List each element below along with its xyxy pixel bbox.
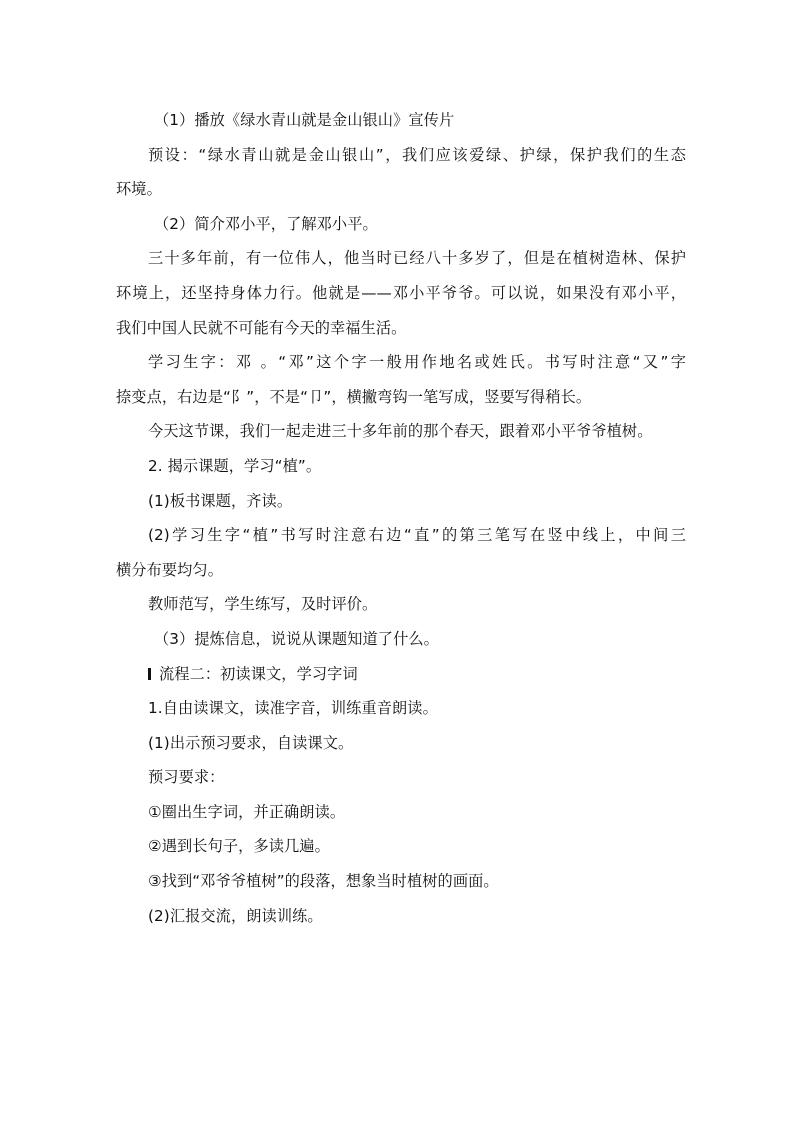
paragraph-line: ①圈出生字词，并正确朗读。 <box>148 802 346 821</box>
paragraph-line: 横分布要均匀。 <box>116 560 224 579</box>
paragraph-line: ③找到“邓爷爷植树”的段落，想象当时植树的画面。 <box>148 872 499 891</box>
paragraph-line: ②遇到长句子，多读几遍。 <box>148 837 330 856</box>
paragraph-line: (2)汇报交流，朗读训练。 <box>148 906 323 925</box>
paragraph-line: 1.自由读课文，读准字音，训练重音朗读。 <box>148 699 438 718</box>
paragraph-line: （3）提炼信息，说说从课题知道了什么。 <box>154 629 439 648</box>
heading-marker-icon <box>148 668 151 680</box>
paragraph-line: 2. 揭示课题，学习“植”。 <box>148 456 322 475</box>
paragraph-line: (1)出示预习要求，自读课文。 <box>148 733 354 752</box>
paragraph-line: 教师范写，学生练写，及时评价。 <box>148 595 378 614</box>
paragraph-line: 环境。 <box>116 180 162 199</box>
section-heading-text: 流程二：初读课文，学习字词 <box>159 664 358 683</box>
paragraph-line: 三十多年前，有一位伟人，他当时已经八十多岁了，但是在植树造林、保护 <box>148 249 686 268</box>
paragraph-line: 学习生字：邓 。“邓”这个字一般用作地名或姓氏。书写时注意“又”字 <box>148 353 686 372</box>
paragraph-line: 捺变点，右边是“阝”，不是“卩”，横撇弯钩一笔写成，竖要写得稍长。 <box>116 387 592 406</box>
paragraph-line: (1)板书课题，齐读。 <box>148 491 293 510</box>
paragraph-line: （2）简介邓小平，了解邓小平。 <box>154 214 378 233</box>
paragraph-line: 我们中国人民就不可能有今天的幸福生活。 <box>116 318 407 337</box>
paragraph-line: 预设：“绿水青山就是金山银山”，我们应该爱绿、护绿，保护我们的生态 <box>148 145 686 164</box>
document-body <box>116 103 686 933</box>
section-heading <box>116 657 686 692</box>
paragraph-line: 环境上，还坚持身体力行。他就是——邓小平爷爷。可以说，如果没有邓小平， <box>116 283 686 302</box>
paragraph-line: （1）播放《绿水青山就是金山银山》宣传片 <box>154 111 455 129</box>
paragraph-line: (2)学习生字“植”书写时注意右边“直”的第三笔写在竖中线上，中间三 <box>148 526 686 545</box>
paragraph-line: 预习要求： <box>148 768 225 787</box>
paragraph-line: 今天这节课，我们一起走进三十多年前的那个春天，跟着邓小平爷爷植树。 <box>148 422 653 441</box>
